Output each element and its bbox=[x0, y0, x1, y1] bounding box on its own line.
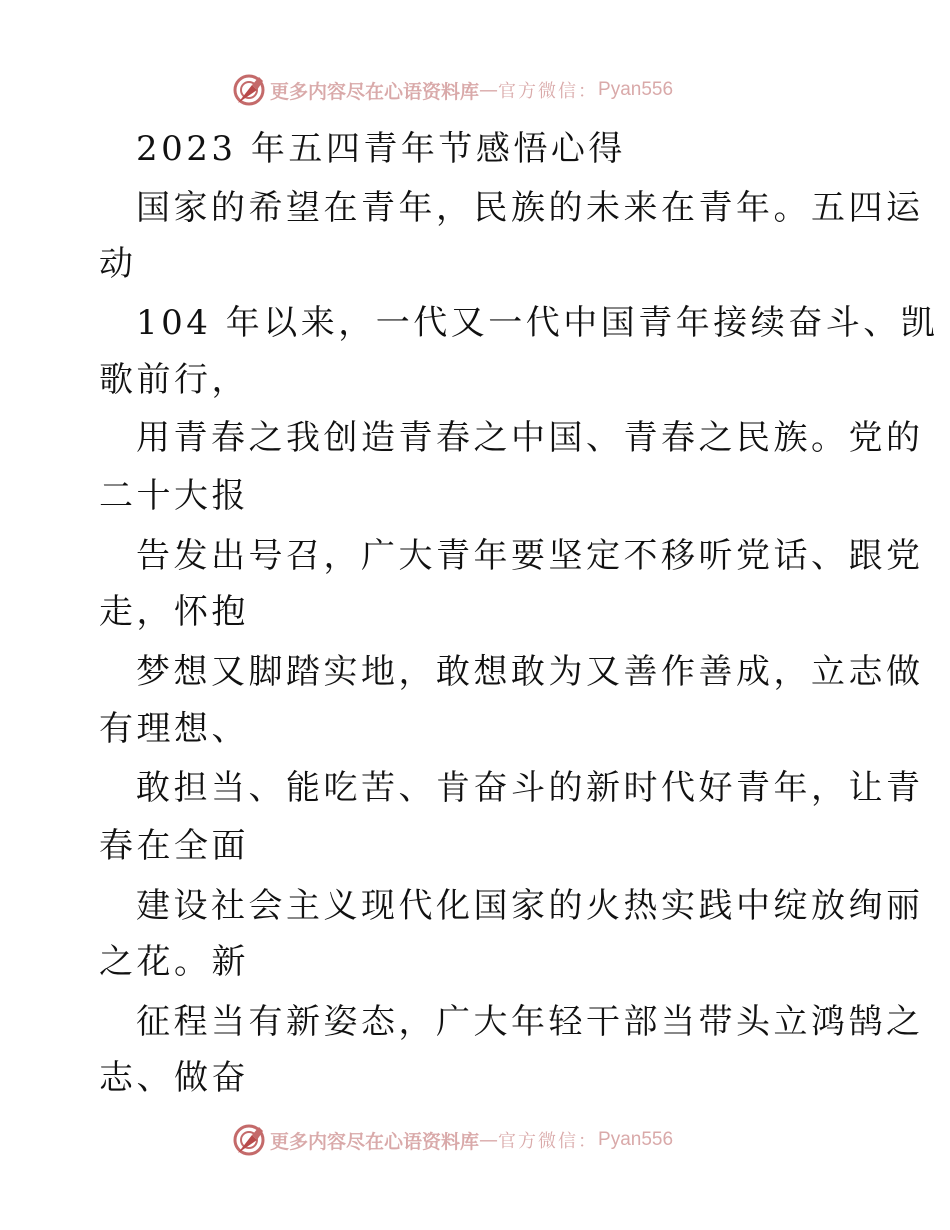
pen-logo-icon bbox=[232, 1123, 266, 1157]
watermark-wechat-label: 官方微信： bbox=[498, 81, 599, 102]
pen-logo-icon bbox=[232, 73, 266, 107]
watermark-brand-text: 更多内容尽在心语资料库 bbox=[270, 1130, 480, 1153]
watermark-wechat-id: Pyan556 bbox=[598, 1129, 674, 1150]
watermark-wechat-id: Pyan556 bbox=[598, 79, 674, 100]
document-title: 2023 年五四青年节感悟心得 bbox=[136, 129, 626, 169]
text-line: 梦想又脚踏实地，敢想敢为又善作善成，立志做 bbox=[136, 652, 924, 692]
watermark-wechat-label: 官方微信： bbox=[498, 1131, 599, 1152]
text-line: 敢担当、能吃苦、肯奋斗的新时代好青年，让青 bbox=[136, 768, 924, 808]
watermark-footer bbox=[232, 1123, 673, 1157]
watermark-dash: — bbox=[479, 79, 499, 101]
text-line: 动 bbox=[99, 244, 137, 284]
text-line: 走，怀抱 bbox=[99, 592, 249, 632]
text-line: 之花。新 bbox=[99, 942, 249, 982]
watermark-header bbox=[232, 73, 673, 107]
text-line: 有理想、 bbox=[99, 709, 249, 749]
text-line: 春在全面 bbox=[99, 826, 249, 866]
text-line: 国家的希望在青年，民族的未来在青年。五四运 bbox=[136, 188, 924, 228]
text-line: 征程当有新姿态，广大年轻干部当带头立鸿鹄之 bbox=[136, 1002, 924, 1042]
text-line: 建设社会主义现代化国家的火热实践中绽放绚丽 bbox=[136, 886, 924, 926]
watermark-dash: — bbox=[479, 1129, 499, 1151]
text-line: 歌前行， bbox=[99, 360, 249, 400]
text-line: 二十大报 bbox=[99, 476, 249, 516]
text-line: 104 年以来，一代又一代中国青年接续奋斗、凯 bbox=[136, 303, 939, 343]
text-line: 志、做奋 bbox=[99, 1058, 249, 1098]
text-line: 告发出号召，广大青年要坚定不移听党话、跟党 bbox=[136, 536, 924, 576]
text-line: 用青春之我创造青春之中国、青春之民族。党的 bbox=[136, 418, 924, 458]
watermark-brand-text: 更多内容尽在心语资料库 bbox=[270, 80, 480, 103]
